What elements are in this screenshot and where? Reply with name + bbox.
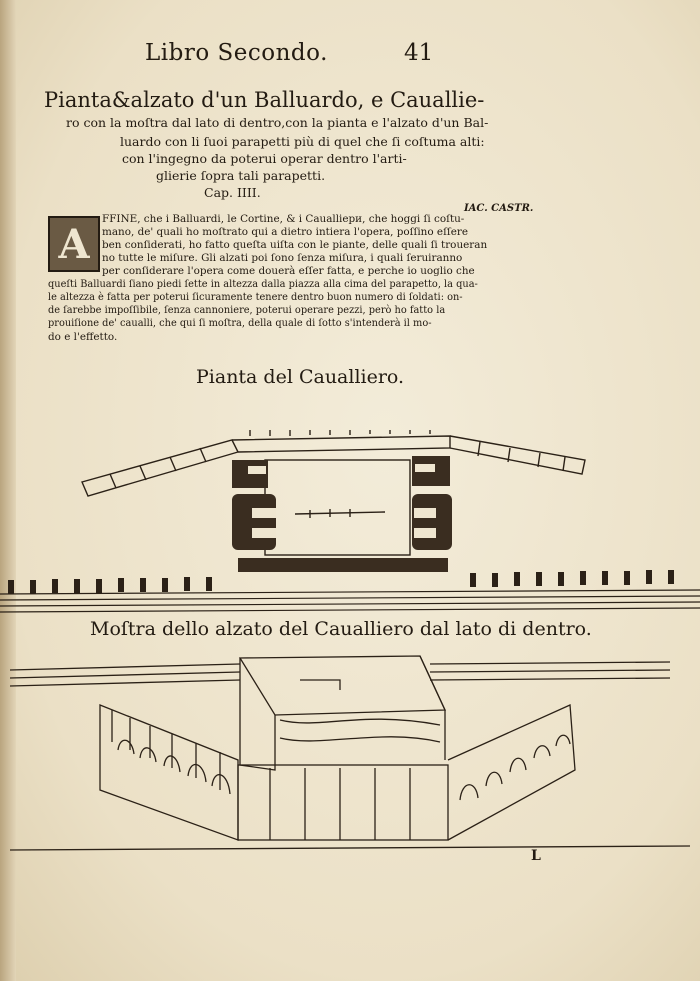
body-text-line: no tutte le miſure. Gli alzati poi ſono ſenza miſura, i quali ſeruiranno [102,252,463,264]
body-text-line: FFINE, che i Balluardi, le Cortine, & i Caualliери, che hoggi ſi coſtu- [102,213,465,225]
margin-note: IAC. CASTR. [464,203,534,214]
chapter-subtitle-line: glierie ſopra tali parapetti. [156,168,326,183]
chapter-subtitle-line: ro con la moſtra dal lato di dentro,con la pianta e l'alzato d'un Bal- [66,115,489,130]
body-text-line: do e l'effetto. [48,331,118,343]
chapter-title: Pianta&alzato d'un Balluardo, e Cauallie- [44,88,485,112]
figure-letter: L [531,848,541,864]
chapter-subtitle-line: luardo con li ſuoi parapetti più di quel che ſi coſtuma alti: [120,134,485,149]
page-number: 41 [404,40,434,66]
chapter-subtitle-line: con l'ingegno da poterui operar dentro l'arti- [122,151,407,166]
running-title: Libro Secondo. [145,40,328,66]
plan-woodcut [0,430,700,620]
elevation-woodcut [0,650,700,865]
body-text-line: prouiſione de' caualli, che qui ſi moſtra, della quale di ſotto s'intenderà il mo- [48,318,432,329]
body-text-line: queſti Balluardi ſiano piedi ſette in altezza dalla piazza alla cima del parapetto, la qua- [48,279,478,290]
body-text-line: ben conſiderati, ho fatto queſta uiſta con le piante, delle quali ſi troueran [102,239,488,251]
elevation-heading: Moſtra dello alzato del Caualliero dal lato di dentro. [90,618,592,640]
body-text-line: mano, de' quali ho moſtrato qui a dietro intiera l'opera, poſſino eſſere [102,226,469,238]
body-text-line: de ſarebbe impoſſibile, ſenza cannoniere, poterui operare pezzi, però ho fatto la [48,305,446,316]
plan-heading: Pianta del Caualliero. [196,366,405,388]
drop-cap: A [48,216,100,272]
body-text-line: per conſiderare l'opera come douerà eſſer fatta, e perche io uoglio che [102,265,475,277]
body-text-line: le altezza è fatta per poterui ſicuramente tenere dentro buon numero di ſoldati: on- [48,292,463,303]
chapter-caption: Cap. IIII. [204,185,261,200]
